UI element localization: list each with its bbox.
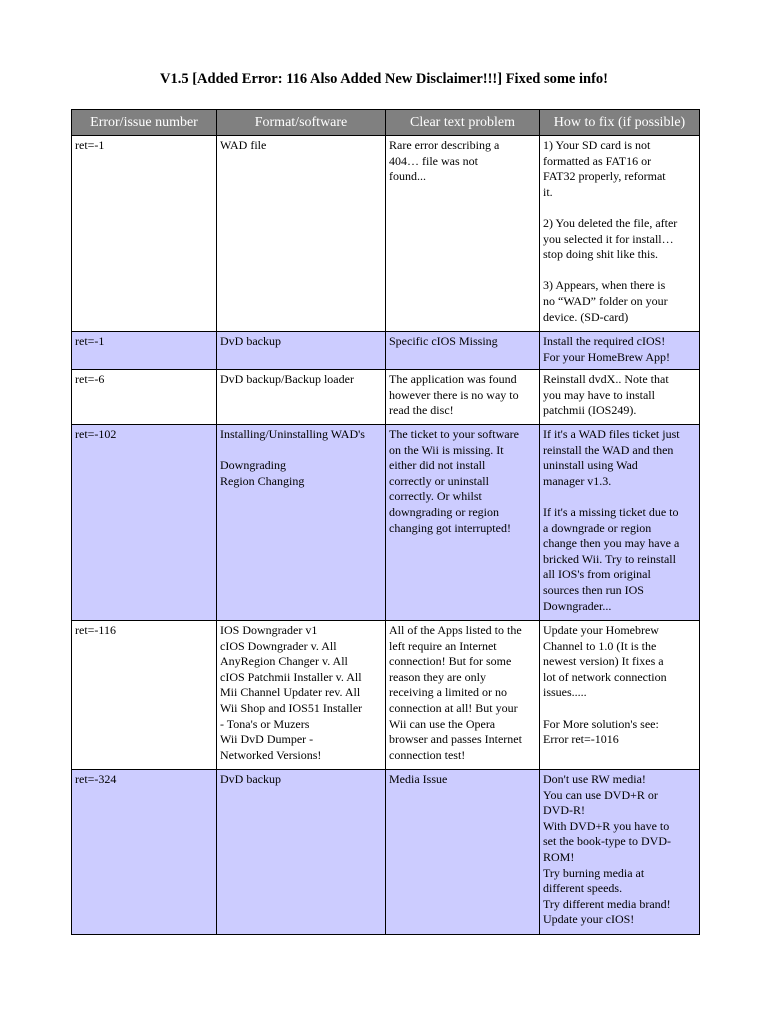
- cell-text-line: connection at all! But your: [389, 700, 518, 715]
- cell-text-line: patchmii (IOS249).: [543, 403, 637, 418]
- error-table: [71, 109, 700, 935]
- cell-text-line: it.: [543, 184, 553, 199]
- cell-text-line: you selected it for install…: [543, 231, 674, 246]
- cell-text-line: connection test!: [389, 747, 466, 762]
- cell-how-to-fix: [540, 621, 700, 770]
- cell-text-line: connection! But for some: [389, 654, 512, 669]
- cell-text-line: Installing/Uninstalling WAD's: [220, 427, 365, 441]
- cell-text-line: FAT32 properly, reformat: [543, 169, 666, 184]
- cell-text-line: - Tona's or Muzers: [220, 716, 310, 731]
- cell-text-line: device. (SD-card): [543, 309, 629, 324]
- table-row: [72, 770, 700, 935]
- cell-text-line: lot of network connection: [543, 669, 667, 684]
- cell-text-line: set the book-type to DVD-: [543, 834, 671, 849]
- cell-format-software: [217, 425, 386, 621]
- cell-error-number: [72, 136, 217, 332]
- cell-text-line: browser and passes Internet: [389, 732, 522, 747]
- cell-text-line: correctly. Or whilst: [389, 489, 482, 504]
- cell-text-line: DvD backup/Backup loader: [220, 372, 354, 386]
- cell-text-line: If it's a missing ticket due to: [543, 504, 679, 519]
- cell-text-line: Wii Shop and IOS51 Installer: [220, 700, 363, 715]
- cell-text-line: stop doing shit like this.: [543, 247, 659, 262]
- table-row: [72, 136, 700, 332]
- cell-text-line: Channel to 1.0 (It is the: [543, 638, 657, 653]
- cell-text-line: receiving a limited or no: [389, 685, 507, 700]
- cell-text-line: [543, 263, 696, 279]
- cell-text-line: sources then run IOS: [543, 582, 644, 597]
- cell-text-line: All of the Apps listed to the: [389, 623, 522, 637]
- cell-text-line: ret=-1: [75, 138, 105, 152]
- cell-text-line: a downgrade or region: [543, 520, 652, 535]
- cell-text-line: all IOS's from original: [543, 567, 651, 582]
- cell-text-line: on the Wii is missing. It: [389, 442, 504, 457]
- cell-text-line: If it's a WAD files ticket just: [543, 427, 680, 441]
- header-error-number: Error/issue number: [72, 110, 217, 136]
- cell-text-line: You can use DVD+R or: [543, 787, 658, 802]
- cell-text-line: 3) Appears, when there is: [543, 278, 666, 293]
- table-row: [72, 425, 700, 621]
- cell-text-line: cIOS Downgrader v. All: [220, 638, 337, 653]
- cell-clear-text-problem: [386, 425, 540, 621]
- cell-text-line: The ticket to your software: [389, 427, 519, 441]
- cell-text-line: however there is no way to: [389, 387, 519, 402]
- cell-text-line: [543, 701, 696, 717]
- cell-text-line: bricked Wii. Try to reinstall: [543, 551, 676, 566]
- cell-format-software: [217, 621, 386, 770]
- cell-text-line: Downgrader...: [543, 598, 612, 613]
- cell-error-number: [72, 425, 217, 621]
- cell-text-line: Wii can use the Opera: [389, 716, 496, 731]
- cell-error-number: [72, 370, 217, 425]
- cell-text-line: [220, 443, 382, 459]
- cell-text-line: change then you may have a: [543, 536, 680, 551]
- cell-clear-text-problem: [386, 770, 540, 935]
- cell-text-line: Region Changing: [220, 473, 305, 488]
- header-format-software: Format/software: [217, 110, 386, 136]
- cell-text-line: ret=-1: [75, 334, 105, 348]
- cell-text-line: The application was found: [389, 372, 517, 386]
- cell-text-line: DvD backup: [220, 772, 281, 786]
- cell-text-line: For your HomeBrew App!: [543, 349, 670, 364]
- cell-text-line: issues.....: [543, 685, 587, 700]
- cell-format-software: [217, 332, 386, 370]
- cell-error-number: [72, 770, 217, 935]
- cell-clear-text-problem: [386, 621, 540, 770]
- cell-format-software: [217, 770, 386, 935]
- cell-how-to-fix: [540, 370, 700, 425]
- cell-error-number: [72, 332, 217, 370]
- cell-text-line: left require an Internet: [389, 638, 497, 653]
- table-row: [72, 621, 700, 770]
- cell-text-line: Try different media brand!: [543, 896, 671, 911]
- cell-text-line: IOS Downgrader v1: [220, 623, 318, 637]
- cell-text-line: you may have to install: [543, 387, 655, 402]
- cell-text-line: Error ret=-1016: [543, 732, 619, 747]
- cell-text-line: either did not install: [389, 458, 486, 473]
- cell-text-line: no “WAD” folder on your: [543, 293, 668, 308]
- cell-text-line: Wii DvD Dumper -: [220, 732, 314, 747]
- cell-text-line: reinstall the WAD and then: [543, 442, 674, 457]
- header-clear-text-problem: Clear text problem: [386, 110, 540, 136]
- cell-text-line: AnyRegion Changer v. All: [220, 654, 348, 669]
- cell-text-line: Try burning media at: [543, 865, 645, 880]
- cell-text-line: read the disc!: [389, 403, 454, 418]
- cell-text-line: For More solution's see:: [543, 716, 659, 731]
- table-row: [72, 370, 700, 425]
- cell-how-to-fix: [540, 136, 700, 332]
- cell-text-line: Rare error describing a: [389, 138, 500, 152]
- cell-format-software: [217, 136, 386, 332]
- document-title: V1.5 [Added Error: 116 Also Added New Disclaimer!!!] Fixed some info!: [160, 71, 608, 87]
- cell-how-to-fix: [540, 425, 700, 621]
- cell-text-line: Networked Versions!: [220, 747, 322, 762]
- cell-text-line: different speeds.: [543, 881, 623, 896]
- cell-how-to-fix: [540, 770, 700, 935]
- table-header-row: [72, 110, 700, 136]
- cell-text-line: changing got interrupted!: [389, 520, 511, 535]
- cell-clear-text-problem: [386, 370, 540, 425]
- cell-text-line: Install the required cIOS!: [543, 334, 666, 348]
- cell-text-line: 404… file was not: [389, 153, 478, 168]
- cell-text-line: Update your cIOS!: [543, 912, 635, 927]
- cell-format-software: [217, 370, 386, 425]
- cell-text-line: 1) Your SD card is not: [543, 138, 651, 152]
- cell-text-line: manager v1.3.: [543, 473, 612, 488]
- cell-clear-text-problem: [386, 332, 540, 370]
- cell-text-line: Mii Channel Updater rev. All: [220, 685, 361, 700]
- cell-text-line: WAD file: [220, 138, 267, 152]
- table-row: [72, 332, 700, 370]
- cell-text-line: uninstall using Wad: [543, 458, 638, 473]
- cell-text-line: [543, 200, 696, 216]
- cell-how-to-fix: [540, 332, 700, 370]
- cell-text-line: DVD-R!: [543, 803, 585, 818]
- cell-text-line: ret=-324: [75, 772, 117, 786]
- cell-error-number: [72, 621, 217, 770]
- cell-text-line: Don't use RW media!: [543, 772, 646, 786]
- cell-text-line: Downgrading: [220, 458, 286, 473]
- cell-text-line: Update your Homebrew: [543, 623, 659, 637]
- cell-text-line: DvD backup: [220, 334, 281, 348]
- cell-text-line: [543, 489, 696, 505]
- cell-text-line: 2) You deleted the file, after: [543, 215, 678, 230]
- cell-text-line: With DVD+R you have to: [543, 818, 670, 833]
- table-body: [72, 136, 700, 935]
- cell-text-line: ret=-116: [75, 623, 116, 637]
- cell-text-line: Specific cIOS Missing: [389, 334, 498, 348]
- cell-text-line: correctly or uninstall: [389, 473, 489, 488]
- cell-text-line: downgrading or region: [389, 504, 499, 519]
- cell-text-line: ret=-6: [75, 372, 105, 386]
- cell-text-line: formatted as FAT16 or: [543, 153, 652, 168]
- cell-text-line: found...: [389, 169, 426, 184]
- cell-text-line: Media Issue: [389, 772, 448, 786]
- header-how-to-fix: How to fix (if possible): [540, 110, 700, 136]
- cell-clear-text-problem: [386, 136, 540, 332]
- cell-text-line: Reinstall dvdX.. Note that: [543, 372, 669, 386]
- cell-text-line: reason they are only: [389, 669, 486, 684]
- cell-text-line: ROM!: [543, 849, 575, 864]
- cell-text-line: ret=-102: [75, 427, 117, 441]
- cell-text-line: newest version) It fixes a: [543, 654, 664, 669]
- cell-text-line: cIOS Patchmii Installer v. All: [220, 669, 362, 684]
